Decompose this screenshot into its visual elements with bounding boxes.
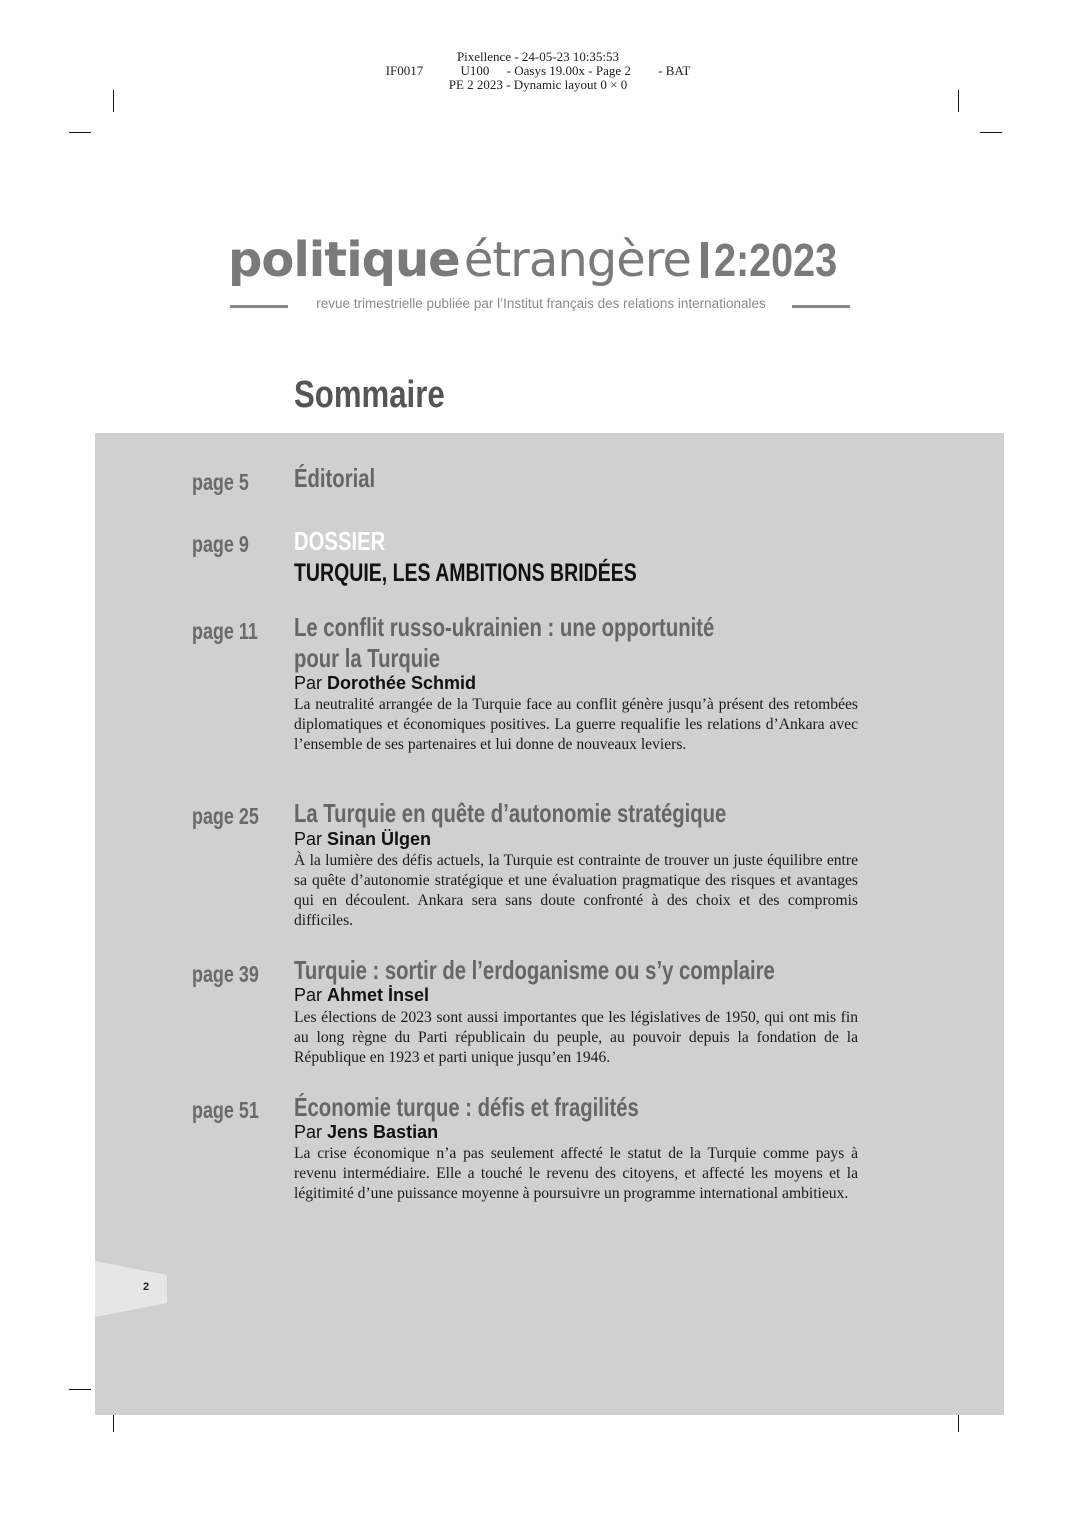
folio-tab [95, 1261, 167, 1317]
entry-page-number: page 5 [192, 469, 249, 495]
masthead-separator [701, 242, 708, 278]
entry-byline [294, 673, 476, 694]
dossier-title: TURQUIE, LES AMBITIONS BRIDÉES [294, 559, 637, 587]
crop-mark [980, 132, 1002, 133]
printer-slug-line-1: Pixellence - 24-05-23 10:35:53 [456, 49, 620, 64]
page-title: Sommaire [294, 374, 445, 416]
tagline-rule-right [792, 305, 850, 308]
entry-abstract: Les élections de 2023 sont aussi importantes que les législatives de 1950, qui ont mis fin au long règne du Parti républicain du peuple, au pouvoir depuis la fondation de la République en 1923 et parti unique jusqu’en 1946. [294, 1009, 858, 1066]
entry-title: La Turquie en quête d’autonomie stratégique [294, 798, 727, 828]
tagline-text: revue trimestrielle publiée par l’Institut français des relations internationales [316, 296, 766, 311]
entry-title-line-1: Le conflit russo-ukrainien : une opportunité [294, 612, 715, 642]
entry-byline [294, 1122, 438, 1143]
entry-abstract: La neutralité arrangée de la Turquie face au conflit génère jusqu’à présent des retombées diplomatiques et économiques positives. La guerre requalifie les relations d’Ankara avec l’ensemble de ses partenaires et lui donne de nouveaux leviers. [294, 696, 858, 753]
journal-masthead [228, 232, 857, 288]
entry-page-number: page 51 [192, 1097, 259, 1123]
crop-mark [69, 132, 91, 133]
masthead-word-politique: politique [228, 232, 460, 288]
crop-mark [113, 90, 114, 112]
byline-prefix: Par [294, 829, 323, 849]
dossier-kicker: DOSSIER [294, 526, 386, 556]
entry-page-number: page 9 [192, 531, 249, 557]
entry-byline [294, 985, 429, 1006]
crop-mark [69, 1389, 91, 1390]
entry-page-number: page 11 [192, 618, 258, 644]
folio-number: 2 [143, 1281, 150, 1293]
printer-slug-line-3: PE 2 2023 - Dynamic layout 0 × 0 [448, 77, 628, 92]
author-name: Sinan Ülgen [327, 829, 432, 849]
author-name: Dorothée Schmid [327, 673, 477, 693]
entry-page-number: page 39 [192, 961, 259, 987]
entry-byline [294, 829, 431, 850]
masthead-word-etrangere: étrangère [463, 232, 691, 288]
entry-title: Turquie : sortir de l’erdoganisme ou s’y complaire [294, 955, 775, 985]
slug-page-info: - Oasys 19.00x - Page 2 [506, 63, 631, 78]
entry-title: Éditorial [294, 463, 376, 493]
masthead-issue-number: 2:2023 [713, 234, 838, 286]
entry-abstract: À la lumière des défis actuels, la Turquie est contrainte de trouver un juste équilibre entre sa quête d’autonomie stratégique et une évaluation pragmatique des risques et avantages qui en découlent. Ankara sera sans doute confronté à des choix et des compromis difficiles. [294, 852, 858, 929]
slug-job-code: IF0017 [385, 63, 424, 78]
byline-prefix: Par [294, 1122, 323, 1142]
tagline-rule-left [230, 305, 288, 308]
printer-slug-line-2 [0, 64, 1076, 78]
author-name: Jens Bastian [327, 1122, 439, 1142]
byline-prefix: Par [294, 673, 323, 693]
entry-page-number: page 25 [192, 803, 259, 829]
author-name: Ahmet İnsel [327, 985, 430, 1005]
entry-title: Économie turque : défis et fragilités [294, 1092, 639, 1122]
slug-unit: U100 [460, 63, 490, 78]
masthead-tagline [228, 296, 850, 316]
entry-abstract: La crise économique n’a pas seulement affecté le statut de la Turquie comme pays à revenu intermédiaire. Elle a touché le revenu des citoyens, et affecté les moyens et la légitimité d’une puissance moyenne à poursuivre un programme international ambitieux. [294, 1145, 858, 1202]
slug-status: - BAT [658, 63, 691, 78]
crop-mark [958, 90, 959, 112]
byline-prefix: Par [294, 985, 323, 1005]
entry-title-line-2: pour la Turquie [294, 643, 441, 673]
